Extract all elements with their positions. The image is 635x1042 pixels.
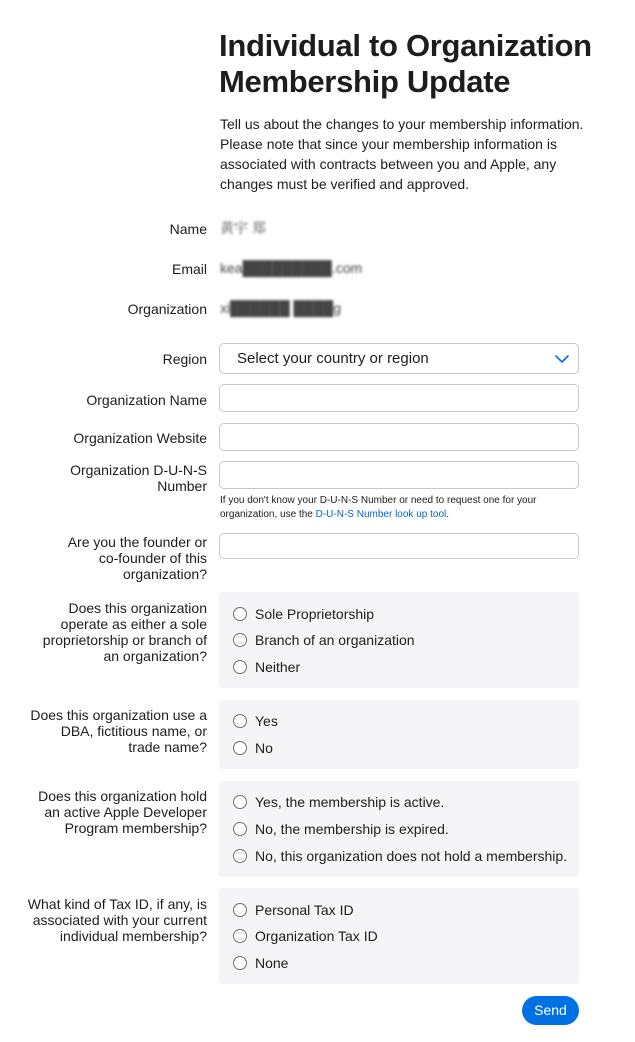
- founder-label: Are you the founder or co-founder of this organization?: [67, 534, 207, 582]
- question-dba-label: Does this organization use a DBA, fictitious name, or trade name?: [30, 707, 207, 755]
- duns-lookup-link[interactable]: D-U-N-S Number look up tool: [315, 509, 447, 520]
- radio-unchecked-icon[interactable]: [233, 660, 247, 674]
- radio-option[interactable]: [233, 738, 273, 758]
- founder-input[interactable]: [219, 533, 579, 559]
- radio-option[interactable]: [233, 630, 415, 650]
- radio-option[interactable]: [233, 657, 300, 677]
- radio-option-label: Sole Proprietorship: [255, 606, 375, 622]
- radio-option-label: Branch of an organization: [255, 632, 415, 648]
- email-value: [220, 260, 362, 276]
- email-label: Email: [171, 261, 207, 277]
- radio-unchecked-icon[interactable]: [233, 607, 247, 621]
- question-taxid-options: [219, 888, 579, 984]
- organization-value: xi██████ ████g: [220, 300, 341, 316]
- duns-helper-end: .: [446, 509, 450, 520]
- question-structure-label: Does this organization operate as either a sole proprietorship or branch of an organization?: [42, 600, 207, 664]
- email-value-text: kea█████████.com: [220, 260, 363, 276]
- radio-option-label: No, the membership is expired.: [255, 821, 449, 837]
- radio-unchecked-icon[interactable]: [233, 956, 247, 970]
- question-structure-options: [219, 592, 579, 688]
- radio-option[interactable]: [233, 953, 288, 973]
- org-website-label: Organization Website: [73, 430, 207, 446]
- radio-option[interactable]: [233, 711, 278, 731]
- org-website-input[interactable]: [219, 423, 579, 451]
- duns-input[interactable]: [219, 461, 579, 489]
- question-membership-options: [219, 781, 579, 877]
- region-select-value: Select your country or region: [237, 350, 429, 367]
- radio-unchecked-icon[interactable]: [233, 714, 247, 728]
- name-value: 黄宇 郑: [220, 220, 266, 236]
- radio-unchecked-icon[interactable]: [233, 903, 247, 917]
- chevron-down-icon: [554, 351, 570, 367]
- question-dba-options: [219, 700, 579, 769]
- radio-option-label: Organization Tax ID: [255, 928, 378, 944]
- name-label: Name: [169, 221, 207, 237]
- intro-text: Tell us about the changes to your membership information. Please note that since your membership information is associated with contracts between you and Apple, any changes must be verified and approved.: [220, 116, 584, 192]
- org-name-label: Organization Name: [86, 392, 207, 408]
- radio-unchecked-icon[interactable]: [233, 929, 247, 943]
- organization-label: Organization: [127, 301, 207, 317]
- radio-unchecked-icon[interactable]: [233, 741, 247, 755]
- radio-option-label: None: [255, 955, 289, 971]
- radio-option-label: No: [255, 740, 273, 756]
- radio-option-label: No, this organization does not hold a membership.: [255, 848, 568, 864]
- page-title: Individual to Organization Membership Update: [219, 28, 592, 99]
- radio-option[interactable]: [233, 926, 378, 946]
- radio-unchecked-icon[interactable]: [233, 849, 247, 863]
- duns-helper-text: If you don't know your D-U-N-S Number or need to request one for your organization, use the: [220, 495, 537, 520]
- question-taxid-label: What kind of Tax ID, if any, is associated with your current individual membership?: [27, 896, 207, 944]
- radio-unchecked-icon[interactable]: [233, 633, 247, 647]
- region-label: Region: [162, 351, 207, 367]
- radio-option[interactable]: [233, 900, 354, 920]
- radio-option-label: Yes, the membership is active.: [255, 794, 445, 810]
- duns-helper: [220, 494, 580, 522]
- radio-option[interactable]: [233, 792, 444, 812]
- question-membership-label: Does this organization hold an active Apple Developer Program membership?: [38, 788, 207, 836]
- org-name-input[interactable]: [219, 384, 579, 412]
- send-button[interactable]: Send: [522, 996, 579, 1025]
- radio-option[interactable]: [233, 819, 449, 839]
- radio-unchecked-icon[interactable]: [233, 795, 247, 809]
- radio-unchecked-icon[interactable]: [233, 822, 247, 836]
- radio-option-label: Yes: [255, 713, 278, 729]
- region-select[interactable]: [219, 343, 579, 374]
- radio-option[interactable]: [233, 604, 374, 624]
- radio-option[interactable]: [233, 846, 567, 866]
- radio-option-label: Personal Tax ID: [255, 902, 354, 918]
- radio-option-label: Neither: [255, 659, 301, 675]
- duns-label: Organization D-U-N-S Number: [70, 462, 207, 494]
